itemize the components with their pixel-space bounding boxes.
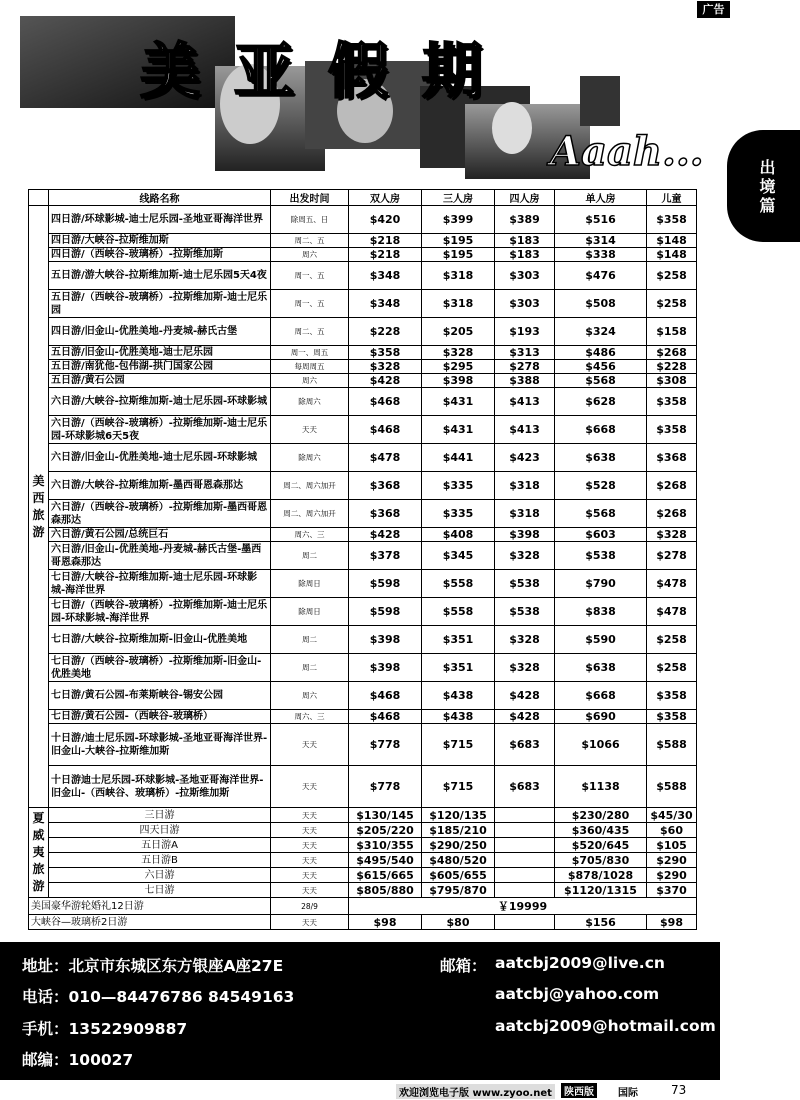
price-cell: $303 <box>495 262 555 290</box>
route-name: 五日游/（西峡谷-玻璃桥）-拉斯维加斯-迪士尼乐园 <box>49 290 271 318</box>
price-cell: $398 <box>349 654 422 682</box>
price-cell: $878/1028 <box>555 868 647 883</box>
departure: 除周五、日 <box>271 206 349 234</box>
price-cell: $795/870 <box>422 883 495 898</box>
table-row <box>29 248 697 262</box>
price-cell: $538 <box>495 570 555 598</box>
column-header: 儿童 <box>647 190 697 206</box>
table-row <box>29 500 697 528</box>
price-cell: $478 <box>647 598 697 626</box>
table-row <box>29 262 697 290</box>
banner <box>20 16 715 181</box>
column-header: 双人房 <box>349 190 422 206</box>
route-name: 四日游/旧金山-优胜美地-丹麦城-赫氏古堡 <box>49 318 271 346</box>
table-row <box>29 416 697 444</box>
page-number: 73 <box>671 1083 687 1097</box>
departure: 天天 <box>271 724 349 766</box>
route-name: 六日游/大峡谷-拉斯维加斯-迪士尼乐园-环球影城 <box>49 388 271 416</box>
price-cell <box>495 808 555 823</box>
price-cell: $705/830 <box>555 853 647 868</box>
departure: 周六、三 <box>271 710 349 724</box>
price-cell: $428 <box>495 682 555 710</box>
table-row <box>29 682 697 710</box>
price-cell: $205/220 <box>349 823 422 838</box>
region-label <box>29 808 49 898</box>
price-cell: $478 <box>349 444 422 472</box>
price-cell: $428 <box>495 710 555 724</box>
price-cell: $441 <box>422 444 495 472</box>
departure: 周二、周六加开 <box>271 500 349 528</box>
route-name: 五日游/游大峡谷-拉斯维加斯-迪士尼乐园5天4夜 <box>49 262 271 290</box>
price-cell: $338 <box>555 248 647 262</box>
price-cell: $368 <box>349 500 422 528</box>
departure: 周一、五 <box>271 290 349 318</box>
column-header: 出发时间 <box>271 190 349 206</box>
price-cell: $228 <box>647 360 697 374</box>
price-cell: $428 <box>349 528 422 542</box>
table-row <box>29 868 697 883</box>
banner-title: 美亚假期 <box>140 37 516 107</box>
price-cell: $303 <box>495 290 555 318</box>
price-cell: $1066 <box>555 724 647 766</box>
table-row <box>29 346 697 360</box>
price-cell: $790 <box>555 570 647 598</box>
route-name: 七日游/黄石公园-布莱斯峡谷-锡安公园 <box>49 682 271 710</box>
price-cell: $45/30 <box>647 808 697 823</box>
price-cell: $351 <box>422 626 495 654</box>
table-row <box>29 388 697 416</box>
price-cell: $413 <box>495 388 555 416</box>
price-cell: $130/145 <box>349 808 422 823</box>
price-cell: $420 <box>349 206 422 234</box>
price-cell: $230/280 <box>555 808 647 823</box>
ad-label: 广告 <box>697 1 730 18</box>
price-cell: $615/665 <box>349 868 422 883</box>
price-cell: $538 <box>555 542 647 570</box>
price-cell: $360/435 <box>555 823 647 838</box>
price-cell: $358 <box>647 388 697 416</box>
header-region <box>29 190 49 206</box>
banner-script-text: Aaah... <box>550 128 704 175</box>
table-row <box>29 206 697 234</box>
price-cell: $314 <box>555 234 647 248</box>
price-cell: $838 <box>555 598 647 626</box>
departure: 周二 <box>271 542 349 570</box>
price-cell: $185/210 <box>422 823 495 838</box>
price-cell: $218 <box>349 248 422 262</box>
route-name: 四天日游 <box>49 823 271 838</box>
table-row <box>29 626 697 654</box>
price-cell: $318 <box>495 472 555 500</box>
table-header-row <box>29 190 697 206</box>
price-cell: $278 <box>495 360 555 374</box>
table-row <box>29 724 697 766</box>
price-cell: $1120/1315 <box>555 883 647 898</box>
email-3[interactable]: aatcbj2009@hotmail.com <box>495 1017 716 1035</box>
price-cell: $278 <box>647 542 697 570</box>
route-name: 六日游/旧金山-优胜美地-丹麦城-赫氏古堡-墨西哥恩森那达 <box>49 542 271 570</box>
price-cell: $328 <box>495 542 555 570</box>
departure: 周一、五 <box>271 262 349 290</box>
price-cell: $98 <box>349 915 422 930</box>
price-cell: $345 <box>422 542 495 570</box>
price-cell: $558 <box>422 598 495 626</box>
price-cell: $328 <box>495 626 555 654</box>
price-cell: $358 <box>647 416 697 444</box>
price-cell: $478 <box>647 570 697 598</box>
price-cell: ￥19999 <box>349 898 697 915</box>
price-cell: $683 <box>495 766 555 808</box>
price-cell: $476 <box>555 262 647 290</box>
table-row <box>29 570 697 598</box>
price-cell: $328 <box>422 346 495 360</box>
price-cell: $588 <box>647 724 697 766</box>
price-cell: $60 <box>647 823 697 838</box>
price-cell: $398 <box>349 626 422 654</box>
price-cell: $558 <box>422 570 495 598</box>
price-cell: $668 <box>555 416 647 444</box>
price-cell: $778 <box>349 724 422 766</box>
departure: 天天 <box>271 416 349 444</box>
price-cell: $218 <box>349 234 422 248</box>
price-cell: $195 <box>422 234 495 248</box>
departure: 周一、周五 <box>271 346 349 360</box>
table-row <box>29 528 697 542</box>
price-cell: $605/655 <box>422 868 495 883</box>
price-cell: $408 <box>422 528 495 542</box>
price-cell: $568 <box>555 374 647 388</box>
route-name: 六日游/旧金山-优胜美地-迪士尼乐园-环球影城 <box>49 444 271 472</box>
price-cell: $590 <box>555 626 647 654</box>
price-cell: $370 <box>647 883 697 898</box>
route-name: 四日游/环球影城-迪士尼乐园-圣地亚哥海洋世界 <box>49 206 271 234</box>
price-cell: $290 <box>647 868 697 883</box>
price-cell: $358 <box>647 710 697 724</box>
price-cell: $335 <box>422 472 495 500</box>
price-cell: $268 <box>647 500 697 528</box>
table-row <box>29 472 697 500</box>
table-row <box>29 374 697 388</box>
departure: 除周六 <box>271 444 349 472</box>
route-name: 五日游/旧金山-优胜美地-迪士尼乐园 <box>49 346 271 360</box>
route-name: 十日游/迪士尼乐园-环球影城-圣地亚哥海洋世界-旧金山-大峡谷-拉斯维加斯 <box>49 724 271 766</box>
price-cell: $520/645 <box>555 838 647 853</box>
price-cell: $183 <box>495 248 555 262</box>
price-cell: $628 <box>555 388 647 416</box>
departure: 天天 <box>271 868 349 883</box>
price-cell <box>495 853 555 868</box>
route-name: 四日游/（西峡谷-玻璃桥）-拉斯维加斯 <box>49 248 271 262</box>
route-name: 十日游迪士尼乐园-环球影城-圣地亚哥海洋世界-旧金山-（西峡谷、玻璃桥）-拉斯维加斯 <box>49 766 271 808</box>
price-cell: $480/520 <box>422 853 495 868</box>
route-name: 六日游 <box>49 868 271 883</box>
departure: 28/9 <box>271 898 349 915</box>
table-row <box>29 360 697 374</box>
price-cell: $528 <box>555 472 647 500</box>
table-row <box>29 318 697 346</box>
route-name: 三日游 <box>49 808 271 823</box>
column-header: 四人房 <box>495 190 555 206</box>
email-2[interactable]: aatcbj@yahoo.com <box>495 985 660 1003</box>
table-row <box>29 710 697 724</box>
table-row <box>29 598 697 626</box>
price-cell: $80 <box>422 915 495 930</box>
price-cell: $495/540 <box>349 853 422 868</box>
departure: 天天 <box>271 823 349 838</box>
price-cell: $308 <box>647 374 697 388</box>
route-name: 五日游/黄石公园 <box>49 374 271 388</box>
price-cell: $399 <box>422 206 495 234</box>
price-cell: $638 <box>555 654 647 682</box>
price-cell: $603 <box>555 528 647 542</box>
price-cell: $668 <box>555 682 647 710</box>
price-cell: $351 <box>422 654 495 682</box>
route-name: 美国豪华游轮婚礼12日游 <box>29 898 271 915</box>
price-cell: $598 <box>349 570 422 598</box>
departure: 除周日 <box>271 570 349 598</box>
price-cell: $290 <box>647 853 697 868</box>
departure: 周二、五 <box>271 234 349 248</box>
price-cell: $431 <box>422 388 495 416</box>
price-cell <box>495 838 555 853</box>
price-cell: $431 <box>422 416 495 444</box>
departure: 天天 <box>271 883 349 898</box>
price-cell: $438 <box>422 710 495 724</box>
price-cell: $428 <box>349 374 422 388</box>
price-cell: $290/250 <box>422 838 495 853</box>
price-cell: $148 <box>647 234 697 248</box>
price-cell: $310/355 <box>349 838 422 853</box>
departure: 天天 <box>271 915 349 930</box>
route-name: 大峡谷—玻璃桥2日游 <box>29 915 271 930</box>
page-footer <box>396 1083 726 1100</box>
price-cell: $638 <box>555 444 647 472</box>
email-1[interactable]: aatcbj2009@live.cn <box>495 954 665 972</box>
price-cell: $468 <box>349 710 422 724</box>
column-header: 三人房 <box>422 190 495 206</box>
price-cell: $328 <box>349 360 422 374</box>
price-cell: $148 <box>647 248 697 262</box>
price-cell: $335 <box>422 500 495 528</box>
route-name: 六日游/大峡谷-拉斯维加斯-墨西哥恩森那达 <box>49 472 271 500</box>
departure: 周二 <box>271 626 349 654</box>
departure: 每周周五 <box>271 360 349 374</box>
price-cell: $358 <box>647 206 697 234</box>
price-cell: $423 <box>495 444 555 472</box>
email-label: 邮箱： <box>440 957 487 975</box>
edition-badge: 陕西版 <box>561 1083 597 1098</box>
price-cell: $368 <box>647 444 697 472</box>
price-cell <box>495 883 555 898</box>
price-cell: $348 <box>349 262 422 290</box>
price-cell: $413 <box>495 416 555 444</box>
price-cell: $318 <box>422 262 495 290</box>
departure: 周六 <box>271 374 349 388</box>
route-name: 七日游 <box>49 883 271 898</box>
departure: 周二、周六加开 <box>271 472 349 500</box>
table-row <box>29 823 697 838</box>
mobile: 手机：13522909887 <box>22 1020 188 1038</box>
departure: 天天 <box>271 853 349 868</box>
table-row <box>29 542 697 570</box>
price-cell: $205 <box>422 318 495 346</box>
price-cell: $715 <box>422 766 495 808</box>
section-tab <box>727 130 800 242</box>
price-cell: $508 <box>555 290 647 318</box>
table-row <box>29 853 697 868</box>
price-cell: $388 <box>495 374 555 388</box>
table-row <box>29 808 697 823</box>
price-cell: $588 <box>647 766 697 808</box>
departure: 周二 <box>271 654 349 682</box>
price-cell: $183 <box>495 234 555 248</box>
price-cell: $468 <box>349 682 422 710</box>
price-cell: $516 <box>555 206 647 234</box>
price-cell: $398 <box>422 374 495 388</box>
route-name: 七日游/（西峡谷-玻璃桥）-拉斯维加斯-旧金山-优胜美地 <box>49 654 271 682</box>
price-cell: $398 <box>495 528 555 542</box>
table-row <box>29 766 697 808</box>
price-cell: $690 <box>555 710 647 724</box>
price-cell: $195 <box>422 248 495 262</box>
welcome-text: 欢迎浏览电子版 www.zyoo.net <box>396 1084 555 1099</box>
price-cell: $328 <box>495 654 555 682</box>
price-cell: $193 <box>495 318 555 346</box>
price-cell: $683 <box>495 724 555 766</box>
table-row <box>29 290 697 318</box>
price-cell: $568 <box>555 500 647 528</box>
price-cell: $318 <box>495 500 555 528</box>
price-cell <box>495 823 555 838</box>
table-row <box>29 898 697 915</box>
table-row <box>29 838 697 853</box>
table-row <box>29 444 697 472</box>
price-cell: $456 <box>555 360 647 374</box>
price-cell: $468 <box>349 388 422 416</box>
region-label <box>29 206 49 808</box>
route-name: 四日游/大峡谷-拉斯维加斯 <box>49 234 271 248</box>
section-tab-label: 出境篇 <box>759 157 776 215</box>
table-row <box>29 883 697 898</box>
price-cell: $258 <box>647 262 697 290</box>
price-cell: $358 <box>349 346 422 360</box>
price-cell: $313 <box>495 346 555 360</box>
price-cell: $268 <box>647 472 697 500</box>
route-name: 五日游A <box>49 838 271 853</box>
price-cell: $258 <box>647 626 697 654</box>
route-name: 七日游/大峡谷-拉斯维加斯-旧金山-优胜美地 <box>49 626 271 654</box>
route-name: 五日游B <box>49 853 271 868</box>
price-cell: $98 <box>647 915 697 930</box>
price-cell: $368 <box>349 472 422 500</box>
price-cell: $258 <box>647 654 697 682</box>
price-cell: $1138 <box>555 766 647 808</box>
price-cell: $378 <box>349 542 422 570</box>
price-cell <box>495 868 555 883</box>
table-row <box>29 915 697 930</box>
price-cell: $120/135 <box>422 808 495 823</box>
route-name: 六日游/黄石公园/总统巨石 <box>49 528 271 542</box>
route-name: 六日游/（西峡谷-玻璃桥）-拉斯维加斯-墨西哥恩森那达 <box>49 500 271 528</box>
price-table <box>28 189 697 930</box>
price-cell: $598 <box>349 598 422 626</box>
column-header: 单人房 <box>555 190 647 206</box>
price-cell: $358 <box>647 682 697 710</box>
price-cell: $328 <box>647 528 697 542</box>
address: 地址：北京市东城区东方银座A座27E <box>22 957 284 975</box>
departure: 周六 <box>271 248 349 262</box>
departure: 周二、五 <box>271 318 349 346</box>
price-cell: $324 <box>555 318 647 346</box>
departure: 除周日 <box>271 598 349 626</box>
departure: 周六 <box>271 682 349 710</box>
price-cell: $805/880 <box>349 883 422 898</box>
price-cell: $268 <box>647 346 697 360</box>
price-cell: $538 <box>495 598 555 626</box>
departure: 天天 <box>271 838 349 853</box>
price-cell: $228 <box>349 318 422 346</box>
route-name: 七日游/（西峡谷-玻璃桥）-拉斯维加斯-迪士尼乐园-环球影城-海洋世界 <box>49 598 271 626</box>
route-name: 七日游/大峡谷-拉斯维加斯-迪士尼乐园-环球影城-海洋世界 <box>49 570 271 598</box>
price-cell: $468 <box>349 416 422 444</box>
contact-footer <box>0 942 720 1080</box>
region-label-text: 夏威夷旅游 <box>32 811 45 893</box>
column-header: 线路名称 <box>49 190 271 206</box>
price-cell <box>495 915 555 930</box>
price-cell: $156 <box>555 915 647 930</box>
departure: 周六、三 <box>271 528 349 542</box>
price-cell: $158 <box>647 318 697 346</box>
price-cell: $438 <box>422 682 495 710</box>
region-label-text: 美西旅游 <box>32 473 45 539</box>
postcode: 邮编：100027 <box>22 1051 134 1069</box>
route-name: 五日游/南犹他-包伟湖-拱门国家公园 <box>49 360 271 374</box>
price-cell: $486 <box>555 346 647 360</box>
phone: 电话：010—84476786 84549163 <box>22 988 295 1006</box>
price-cell: $778 <box>349 766 422 808</box>
price-cell: $318 <box>422 290 495 318</box>
price-cell: $348 <box>349 290 422 318</box>
departure: 天天 <box>271 766 349 808</box>
price-cell: $258 <box>647 290 697 318</box>
departure: 除周六 <box>271 388 349 416</box>
route-name: 六日游/（西峡谷-玻璃桥）-拉斯维加斯-迪士尼乐园-环球影城6天5夜 <box>49 416 271 444</box>
route-name: 七日游/黄石公园-（西峡谷-玻璃桥） <box>49 710 271 724</box>
price-cell: $295 <box>422 360 495 374</box>
price-cell: $715 <box>422 724 495 766</box>
table-row <box>29 234 697 248</box>
price-cell: $105 <box>647 838 697 853</box>
departure: 天天 <box>271 808 349 823</box>
price-cell: $389 <box>495 206 555 234</box>
section-name: 国际 <box>618 1088 638 1099</box>
table-row <box>29 654 697 682</box>
